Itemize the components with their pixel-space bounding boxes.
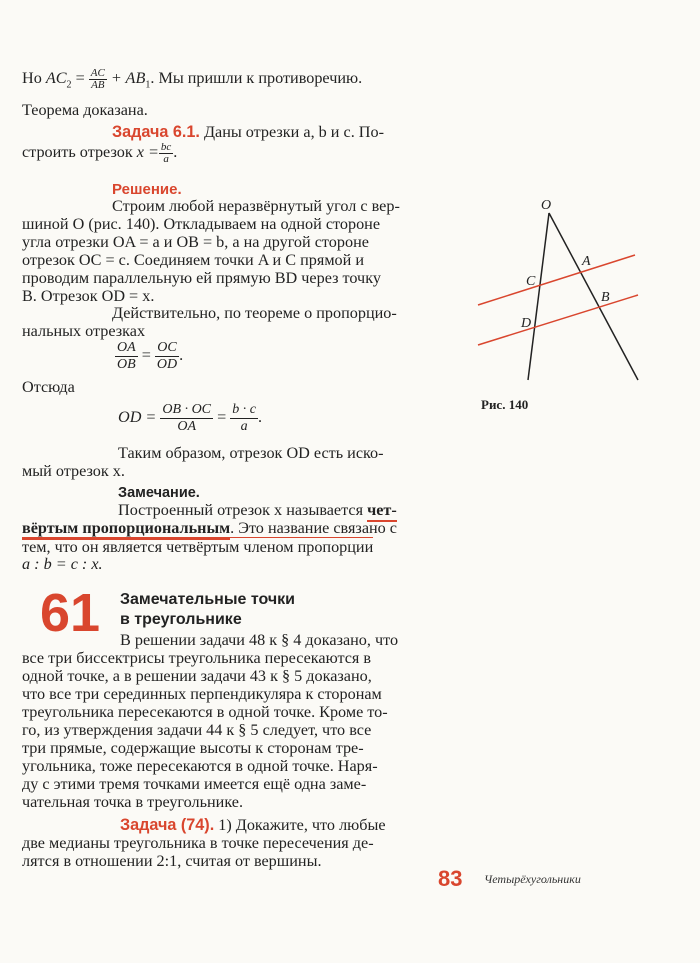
label-c: C (526, 274, 536, 289)
task-74-label: Задача (74). (120, 816, 215, 834)
section-title: Замечательные точки в треугольнике (120, 591, 295, 628)
contradiction-line: Но $AC_2$ = $\frac{AC}{AB}$ + $AB_1$. Мы пришли к противоречию. (22, 67, 363, 91)
thus-line-1: Таким образом, отрезок OD есть иско- (118, 444, 384, 462)
thus-line-2: мый отрезок x. (22, 462, 125, 480)
task-6-1-label: Задача 6.1. (112, 123, 200, 141)
section-line-1: В решении задачи 48 к § 4 доказано, что (120, 631, 399, 649)
line-bd (478, 295, 638, 345)
solution-line-5: проводим параллельную ей прямую BD через точку (22, 269, 381, 287)
remark-label: Замечание. (118, 485, 200, 501)
solution-line-2: шиной O (рис. 140). Откладываем на одной стороне (22, 215, 381, 233)
hence-word: Отсюда (22, 378, 75, 396)
task-74-line2: две медианы треугольника в точке пересечения де- (22, 834, 374, 852)
ray-oa-line (549, 213, 638, 380)
solution-line-6: B. Отрезок OD = x. (22, 287, 155, 305)
remark-line-3: тем, что он является четвёртым членом пропорции (22, 538, 374, 556)
section-line-6: го, из утверждения задачи 44 к § 5 следует, что все (22, 721, 372, 739)
section-line-3: одной точке, а в решении задачи 43 к § 5 доказано, (22, 667, 372, 685)
solution-line-7: Действительно, по теореме о пропорцио- (112, 304, 397, 322)
chapter-title: Четырёхугольники (484, 872, 581, 886)
section-number: 61 (40, 583, 101, 643)
solution-label: Решение. (112, 181, 182, 198)
figure-140 (470, 195, 650, 385)
task-6-1-line2: строить отрезок x = $\frac{bc}{a}$ . (22, 141, 178, 165)
ray-oc-line (528, 213, 549, 380)
remark-line-2: вёртым пропорциональным. Это название связано с (22, 519, 397, 538)
label-a: A (582, 254, 591, 269)
section-line-7: три прямые, содержащие высоты к сторонам тре- (22, 739, 364, 757)
solution-line-1: Строим любой неразвёрнутый угол с вер- (112, 197, 400, 215)
remark-line-4: a : b = c : x. (22, 555, 103, 573)
line-ac (478, 255, 635, 305)
label-d: D (521, 316, 532, 331)
task-74-line3: лятся в отношении 2:1, считая от вершины. (22, 852, 322, 870)
section-line-10: чательная точка в треугольнике. (22, 793, 244, 811)
solution-line-4: отрезок OC = c. Соединяем точки A и C прямой и (22, 251, 365, 269)
section-line-5: треугольника пересекаются в одной точке. Кроме то- (22, 703, 388, 721)
fraction-bc-a: $\frac{bc}{a}$ (160, 141, 172, 165)
proportion-formula: $\frac{OA}{OB}$ = $\frac{OC}{OD}$ . (117, 340, 184, 372)
page-number: 83 (438, 866, 463, 891)
task-74-line1: Задача (74). 1) Докажите, что любые (120, 816, 386, 834)
task-6-1-line1: Задача 6.1. Даны отрезки a, b и c. По- (112, 123, 384, 141)
od-formula: OD = $\frac{OB \cdot OC}{OA}$ = $\frac{b \cdot c}{a}$ . (118, 402, 263, 434)
theorem-proved: Теорема доказана. (22, 101, 148, 119)
section-line-8: угольника, тоже пересекаются в одной точке. Наря- (22, 757, 378, 775)
fraction-ac-ab: $\frac{AC}{AB}$ (90, 67, 105, 91)
solution-line-3: угла отрезки OA = a и OB = b, а на другой стороне (22, 233, 369, 251)
solution-line-8: нальных отрезках (22, 322, 146, 340)
section-line-2: все три биссектрисы треугольника пересекаются в (22, 649, 372, 667)
remark-line-1: Построенный отрезок x называется чет- (118, 501, 397, 520)
label-o: O (541, 198, 552, 213)
section-line-9: ду с этими тремя точками имеется ещё одна заме- (22, 775, 367, 793)
label-b: B (601, 290, 610, 305)
section-line-4: что все три серединных перпендикуляра к сторонам (22, 685, 382, 703)
figure-caption: Рис. 140 (481, 397, 529, 412)
